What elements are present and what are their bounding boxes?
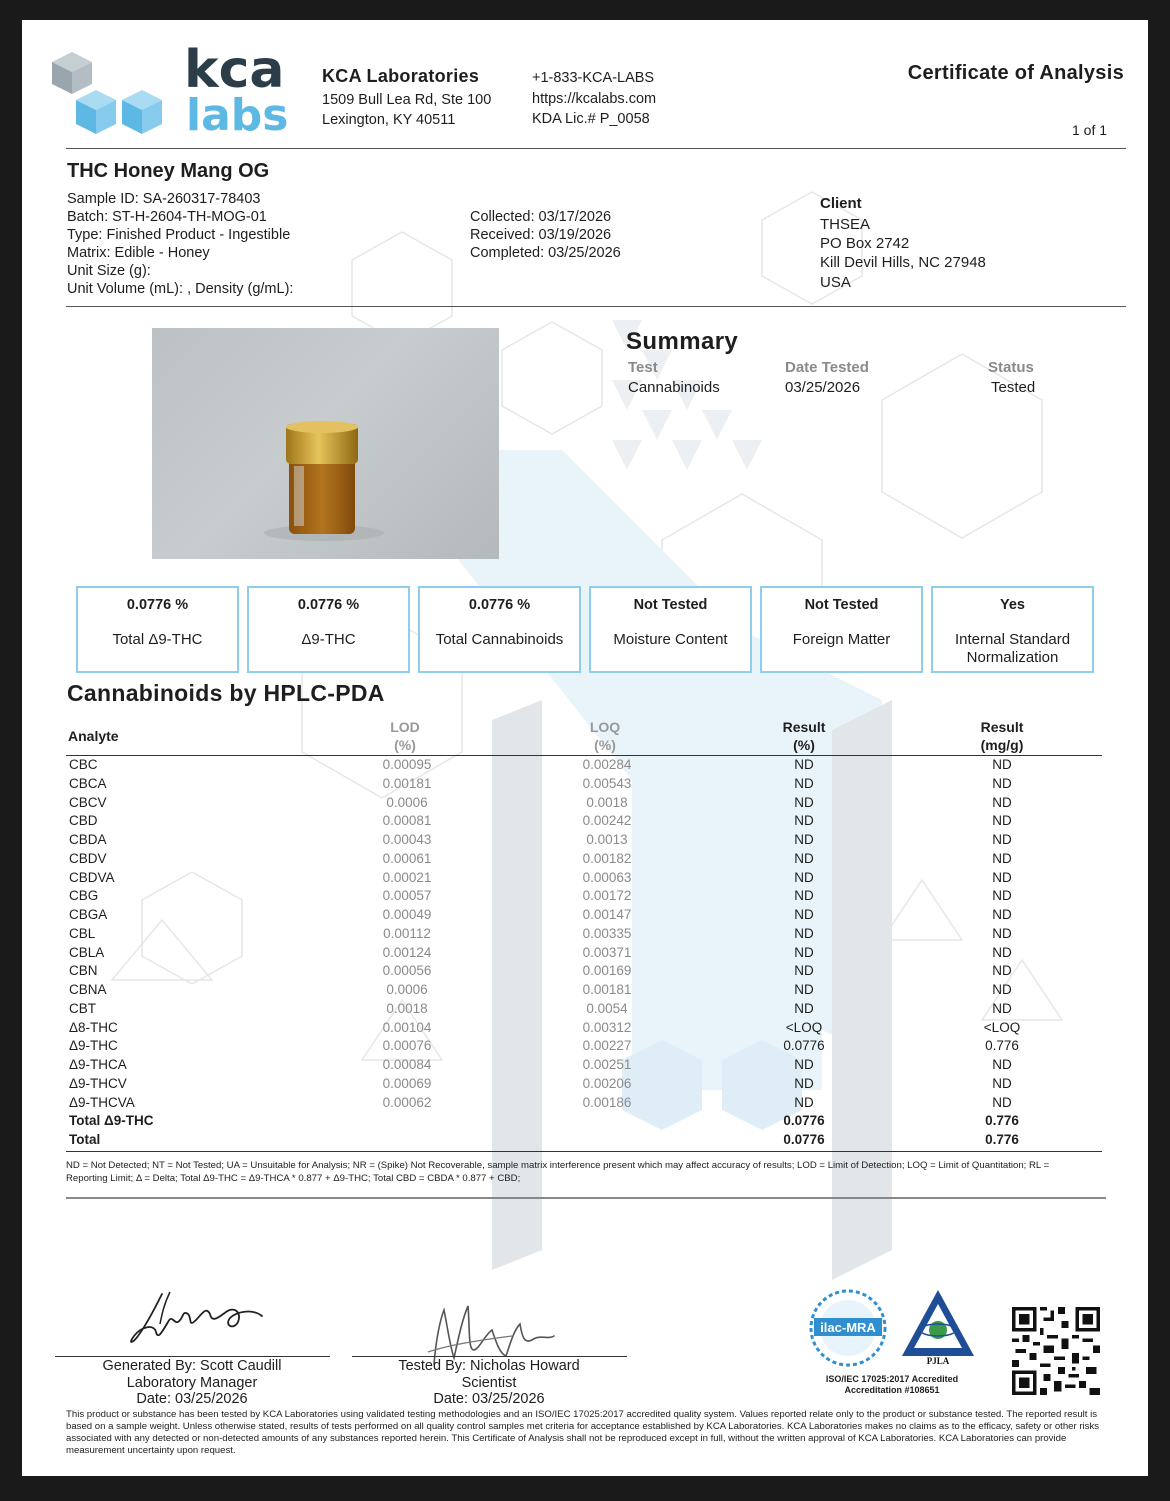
analyte-cell: Δ9-THC <box>69 1038 118 1054</box>
client-country: USA <box>820 274 851 291</box>
loq-cell: 0.00371 <box>582 944 632 960</box>
loq-cell: 0.00312 <box>582 1019 632 1035</box>
result-mg-cell: ND <box>992 775 1012 791</box>
pjla-testing-logo <box>898 1286 978 1366</box>
analyte-cell: CBCA <box>69 775 107 791</box>
result-mg-cell: ND <box>992 869 1012 885</box>
result-box-label: Internal Standard Normalization <box>954 631 1071 666</box>
table-footnote: ND = Not Detected; NT = Not Tested; UA = Unsuitable for Analysis; NR = (Spike) Not Recoverable, sample matrix interference present which may affect accuracy of results; LOD = Limit of Detection; LOQ = Limit of Quantitation; RL = Reporting Limit; Δ = Delta; Total Δ9-THC = Δ9-THCA * 0.877 + Δ9-THC; Total CBD = CBDA * 0.877 + CBD; <box>66 1160 1050 1184</box>
lab-address-line-1: 1509 Bull Lea Rd, Ste 100 <box>322 92 492 108</box>
product-photo <box>152 328 499 559</box>
table-total-row <box>67 1132 1103 1151</box>
result-mg-cell: ND <box>992 1057 1012 1072</box>
analyte-cell: CBL <box>69 925 96 941</box>
result-box-label: Foreign Matter <box>792 631 891 648</box>
signature-1-name: Generated By: Scott Caudill <box>102 1358 282 1374</box>
header-divider <box>66 148 1126 149</box>
analyte-cell: CBC <box>69 757 98 772</box>
result-box-value: Not Tested <box>804 597 879 613</box>
sample-type: Type: Finished Product - Ingestible <box>67 227 291 243</box>
result-box-foreign-matter <box>760 586 923 673</box>
result-box-label: Total Δ9-THC <box>112 631 203 648</box>
loq-cell: 0.00543 <box>582 775 632 791</box>
result-box-label: Moisture Content <box>613 631 728 648</box>
kca-logo-cubes <box>50 48 170 140</box>
analyte-cell: CBGA <box>69 907 108 922</box>
unit-size: Unit Size (g): <box>67 263 151 279</box>
result-mg-cell: <LOQ <box>983 1019 1021 1035</box>
result-mg-cell: ND <box>992 832 1012 847</box>
result-pct-cell: ND <box>794 1057 814 1072</box>
summary-status-value: Tested <box>991 379 1036 396</box>
signature-2-name: Tested By: Nicholas Howard <box>398 1358 580 1374</box>
loq-cell: 0.0054 <box>586 1000 628 1016</box>
summary-date-value: 03/25/2026 <box>785 379 861 396</box>
col-header-analyte: Analyte <box>68 728 119 744</box>
result-mg-cell: ND <box>992 963 1012 979</box>
col-header-result-pct-label: Result <box>782 719 826 735</box>
col-header-result-mg-label: Result <box>980 719 1024 735</box>
result-pct-cell: ND <box>794 1000 814 1016</box>
matrix: Matrix: Edible - Honey <box>67 245 210 261</box>
logo-word-labs: labs <box>186 90 289 141</box>
col-header-result-pct-unit: (%) <box>793 737 815 753</box>
result-box-internal-standard <box>931 586 1094 673</box>
result-box-value: Yes <box>1000 597 1025 613</box>
cannabinoids-section-title: Cannabinoids by HPLC-PDA <box>67 680 385 706</box>
result-box-label: Total Cannabinoids <box>435 631 564 648</box>
lod-cell: 0.00081 <box>382 813 432 829</box>
table-row <box>67 832 1103 851</box>
loq-cell: 0.00063 <box>582 869 632 885</box>
document-title: Certificate of Analysis <box>907 62 1124 84</box>
col-header-result-pct <box>754 718 854 754</box>
col-header-loq <box>555 718 655 754</box>
product-name: THC Honey Mang OG <box>67 160 270 182</box>
result-pct-cell: ND <box>794 757 814 772</box>
col-header-loq-unit: (%) <box>594 737 616 753</box>
signature-scott-caudill <box>122 1284 282 1354</box>
result-mg-cell: ND <box>992 888 1012 904</box>
signature-1-date: Date: 03/25/2026 <box>136 1391 248 1407</box>
result-mg-cell: ND <box>992 907 1012 922</box>
loq-cell: 0.00227 <box>582 1038 632 1054</box>
result-mg-cell: ND <box>992 982 1012 997</box>
loq-cell: 0.0018 <box>586 794 628 810</box>
summary-title: Summary <box>626 328 739 355</box>
result-pct-cell: ND <box>794 832 814 847</box>
table-row <box>67 945 1103 964</box>
loq-cell: 0.00186 <box>582 1094 632 1110</box>
lod-cell: 0.00056 <box>382 963 432 979</box>
lod-cell: 0.00061 <box>382 850 432 866</box>
lod-cell: 0.00076 <box>382 1038 432 1054</box>
signature-1-title: Laboratory Manager <box>126 1374 258 1391</box>
analyte-cell: CBT <box>69 1000 96 1016</box>
table-row <box>67 776 1103 795</box>
signature-line-2 <box>352 1356 627 1357</box>
lod-cell: 0.00043 <box>382 832 432 847</box>
result-pct-cell: ND <box>794 775 814 791</box>
signature-block-2 <box>354 1358 624 1408</box>
client-address-2: Kill Devil Hills, NC 27948 <box>820 254 986 271</box>
analyte-cell: CBN <box>69 963 98 979</box>
result-box-d9-thc <box>247 586 410 673</box>
lod-cell: 0.00124 <box>382 944 432 960</box>
result-pct-cell: ND <box>794 850 814 866</box>
unit-volume: Unit Volume (mL): , Density (g/mL): <box>67 281 294 297</box>
result-mg-cell: ND <box>992 944 1012 960</box>
result-box-label: Δ9-THC <box>301 631 356 648</box>
lod-cell: 0.00112 <box>383 925 431 941</box>
lod-cell: 0.00069 <box>382 1075 432 1091</box>
col-header-result-mg <box>952 718 1052 754</box>
product-divider <box>66 306 1126 307</box>
total-result-pct-cell: 0.0776 <box>783 1132 825 1147</box>
result-pct-cell: ND <box>794 1094 814 1110</box>
lab-name: KCA Laboratories <box>322 66 480 86</box>
analyte-cell: Δ9-THCA <box>69 1057 127 1072</box>
analyte-cell: CBNA <box>69 982 107 997</box>
total-analyte-cell: Total <box>69 1132 101 1147</box>
result-box-value: 0.0776 % <box>126 597 189 613</box>
col-header-lod-label: LOD <box>390 719 420 735</box>
result-box-total-d9-thc <box>76 586 239 673</box>
loq-cell: 0.00242 <box>582 813 632 829</box>
accreditation-text <box>802 1374 982 1396</box>
result-pct-cell: ND <box>794 963 814 979</box>
result-box-moisture <box>589 586 752 673</box>
result-pct-cell: ND <box>794 794 814 810</box>
result-pct-cell: ND <box>794 982 814 997</box>
lab-license: KDA Lic.# P_0058 <box>532 111 650 127</box>
analyte-cell: CBDVA <box>69 869 115 885</box>
honey-jar-image <box>152 328 499 559</box>
client-address-1: PO Box 2742 <box>820 235 910 252</box>
received-date: Received: 03/19/2026 <box>470 227 612 243</box>
total-result-mg-cell: 0.776 <box>985 1113 1019 1129</box>
page-number: 1 of 1 <box>1072 122 1108 138</box>
result-pct-cell: ND <box>794 869 814 885</box>
total-analyte-cell: Total Δ9-THC <box>69 1113 154 1129</box>
result-pct-cell: ND <box>794 944 814 960</box>
result-mg-cell: ND <box>992 813 1012 829</box>
lab-website[interactable]: https://kcalabs.com <box>532 91 657 107</box>
summary-header-date: Date Tested <box>785 359 869 376</box>
result-mg-cell: ND <box>992 1094 1012 1110</box>
analyte-cell: CBCV <box>69 794 107 810</box>
table-row <box>67 1038 1103 1057</box>
table-row <box>67 795 1103 814</box>
lab-phone: +1-833-KCA-LABS <box>532 70 655 86</box>
col-header-lod <box>355 718 455 754</box>
signature-line-1 <box>55 1356 330 1357</box>
table-row <box>67 1095 1103 1114</box>
accreditation-line-2: Accreditation #108651 <box>844 1385 940 1395</box>
collected-date: Collected: 03/17/2026 <box>470 209 612 225</box>
table-row <box>67 1001 1103 1020</box>
signature-2-date: Date: 03/25/2026 <box>433 1391 545 1407</box>
result-mg-cell: ND <box>992 757 1012 772</box>
loq-cell: 0.00335 <box>582 925 632 941</box>
analyte-cell: CBG <box>69 888 99 904</box>
signature-block-1 <box>57 1358 327 1408</box>
completed-date: Completed: 03/25/2026 <box>470 245 621 261</box>
pjla-text: PJLA <box>926 1356 950 1366</box>
loq-cell: 0.00284 <box>582 757 632 772</box>
total-result-pct-cell: 0.0776 <box>783 1113 825 1129</box>
ilac-text: ilac-MRA <box>820 1320 876 1335</box>
result-mg-cell: ND <box>992 794 1012 810</box>
result-box-total-cannabinoids <box>418 586 581 673</box>
result-box-value: 0.0776 % <box>297 597 360 613</box>
loq-cell: 0.00172 <box>582 888 632 904</box>
result-mg-cell: ND <box>992 1000 1012 1016</box>
result-mg-cell: 0.776 <box>985 1038 1019 1054</box>
analyte-cell: CBDV <box>69 850 107 866</box>
analyte-cell: CBDA <box>69 832 107 847</box>
table-row <box>67 1076 1103 1095</box>
ilac-mra-logo <box>808 1288 888 1368</box>
table-row <box>67 757 1103 776</box>
table-row <box>67 907 1103 926</box>
loq-cell: 0.00182 <box>582 850 632 866</box>
result-pct-cell: ND <box>794 813 814 829</box>
loq-cell: 0.00181 <box>582 982 632 997</box>
table-row <box>67 1020 1103 1039</box>
table-row <box>67 1057 1103 1076</box>
table-row <box>67 888 1103 907</box>
table-row <box>67 813 1103 832</box>
accreditation-line-1: ISO/IEC 17025:2017 Accredited <box>825 1374 959 1384</box>
table-bottom-divider <box>66 1151 1102 1152</box>
table-total-row <box>67 1113 1103 1132</box>
lab-address-line-2: Lexington, KY 40511 <box>322 112 456 128</box>
lod-cell: 0.00095 <box>382 757 432 772</box>
legal-disclaimer: This product or substance has been tested by KCA Laboratories using validated testing methodologies and an ISO/IEC 17025:2017 accredited quality system. Values reported relate only to the product or substance tested. The reported result is based on a sample weight. Unless otherwise stated, results of tests performed on all quality control samples met criteria for acceptance established by KCA Laboratories. KCA Laboratories makes no claims as to the efficacy, safety or other risks associated with any detected or non-detected amounts of any substances reported herein. This Certificate of Analysis shall not be reproduced except in full, without the written approval of KCA Laboratories. KCA Laboratories can provide measurement uncertainty upon request. <box>66 1409 1100 1456</box>
lod-cell: 0.0018 <box>386 1000 428 1016</box>
sample-id: Sample ID: SA-260317-78403 <box>67 191 261 207</box>
col-header-result-mg-unit: (mg/g) <box>980 737 1024 753</box>
loq-cell: 0.00147 <box>582 907 632 922</box>
table-row <box>67 851 1103 870</box>
lod-cell: 0.00049 <box>382 907 432 922</box>
lod-cell: 0.00057 <box>382 888 432 904</box>
loq-cell: 0.00206 <box>582 1075 632 1091</box>
analyte-cell: Δ9-THCVA <box>69 1094 135 1110</box>
table-header-divider <box>66 755 1102 756</box>
result-box-value: Not Tested <box>633 597 708 613</box>
result-pct-cell: ND <box>794 925 814 941</box>
result-pct-cell: ND <box>794 1075 814 1091</box>
lod-cell: 0.00062 <box>382 1094 432 1110</box>
lod-cell: 0.00021 <box>382 869 432 885</box>
analyte-cell: CBLA <box>69 944 105 960</box>
result-pct-cell: ND <box>794 888 814 904</box>
loq-cell: 0.0013 <box>586 832 628 847</box>
lod-cell: 0.00181 <box>382 775 432 791</box>
col-header-loq-label: LOQ <box>589 719 621 735</box>
logo-word-kca: kca <box>184 40 285 100</box>
col-header-lod-unit: (%) <box>394 737 416 753</box>
summary-test-value: Cannabinoids <box>628 379 720 396</box>
lod-cell: 0.0006 <box>386 982 428 997</box>
result-mg-cell: ND <box>992 850 1012 866</box>
batch: Batch: ST-H-2604-TH-MOG-01 <box>67 209 267 225</box>
total-result-mg-cell: 0.776 <box>985 1132 1019 1147</box>
result-pct-cell: <LOQ <box>785 1019 823 1035</box>
analyte-cell: Δ8-THC <box>69 1019 118 1035</box>
signature-2-title: Scientist <box>461 1374 517 1391</box>
table-row <box>67 982 1103 1001</box>
footnote-divider <box>66 1197 1106 1199</box>
lod-cell: 0.00084 <box>382 1057 432 1072</box>
result-pct-cell: 0.0776 <box>783 1038 825 1054</box>
result-pct-cell: ND <box>794 907 814 922</box>
result-mg-cell: ND <box>992 925 1012 941</box>
result-box-value: 0.0776 % <box>468 597 531 613</box>
table-row <box>67 963 1103 982</box>
summary-header-status: Status <box>988 359 1034 376</box>
analyte-cell: CBD <box>69 813 98 829</box>
result-mg-cell: ND <box>992 1075 1012 1091</box>
lod-cell: 0.0006 <box>386 794 428 810</box>
client-name: THSEA <box>820 216 871 233</box>
table-row <box>67 870 1103 889</box>
loq-cell: 0.00251 <box>582 1057 632 1072</box>
analyte-cell: Δ9-THCV <box>69 1075 127 1091</box>
summary-header-test: Test <box>628 359 658 376</box>
lod-cell: 0.00104 <box>382 1019 432 1035</box>
coa-page <box>22 20 1148 1476</box>
client-heading: Client <box>820 195 862 212</box>
qr-code[interactable] <box>1012 1307 1100 1395</box>
table-row <box>67 926 1103 945</box>
loq-cell: 0.00169 <box>582 963 632 979</box>
